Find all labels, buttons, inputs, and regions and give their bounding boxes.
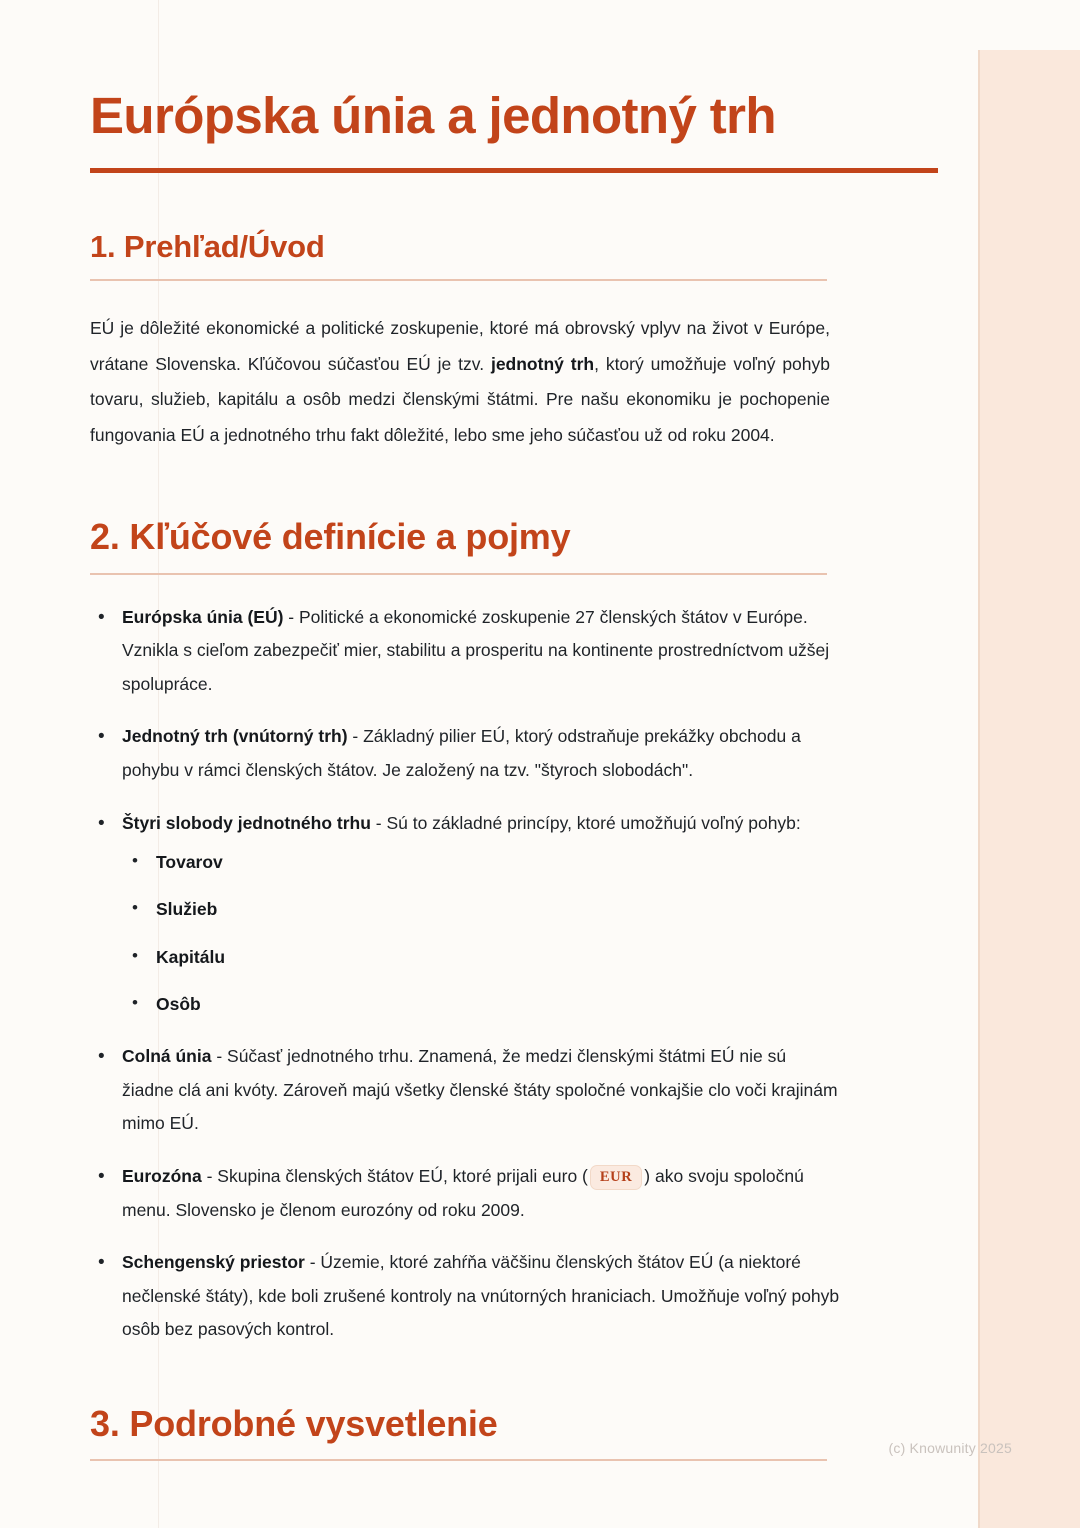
page-guide-line-right — [978, 50, 980, 1528]
definition-text: Súčasť jednotného trhu. Znamená, že medzi členskými štátmi EÚ nie sú žiadne clá ani kvóty. Zároveň majú všetky členské štáty spoločné vonkajšie clo voči krajinám mimo EÚ. — [122, 1046, 838, 1134]
definition-text: Skupina členských štátov EÚ, ktoré prijali euro ( — [217, 1165, 588, 1186]
title-divider — [90, 168, 938, 173]
list-item — [90, 601, 840, 702]
intro-run-3: , ktorý umožňuje voľný pohyb tovaru, služieb, kapitálu a osôb medzi členskými štátmi. Pre našu ekonomiku je pochopenie fungovania EÚ a jednotného trhu fakt dôležité, lebo sme jeho súčasťou už od roku 2004. — [90, 353, 831, 445]
definition-dash: - — [304, 1252, 321, 1273]
list-item — [90, 1040, 840, 1141]
intro-run-2-bold: jednotný trh — [490, 353, 595, 374]
page-title: Európska únia a jednotný trh — [90, 87, 776, 144]
list-item: • Tovarov — [122, 846, 840, 879]
definition-term: Eurozóna — [122, 1165, 202, 1186]
definition-text-after-chip: ) ako svoju spoločnú menu. Slovensko je členom eurozóny od roku 2009. — [122, 1165, 804, 1220]
list-item — [90, 1160, 840, 1227]
section-heading-2: 2. Kľúčové definície a pojmy — [90, 516, 571, 558]
list-item: • Služieb — [122, 893, 840, 926]
definition-term: Jednotný trh (vnútorný trh) — [122, 726, 348, 747]
section-prehlad-uvod — [90, 228, 940, 453]
definition-term: Schengenský priestor — [122, 1252, 305, 1273]
definition-dash: - — [283, 606, 299, 627]
intro-run-1: EÚ je dôležité ekonomické a politické zoskupenie, ktoré má obrovský vplyv na život v Európe, vrátane Slovenska. Kľúčovou súčasťou EÚ je tzv. — [90, 318, 830, 374]
section-heading-3: 3. Podrobné vysvetlenie — [90, 1402, 498, 1444]
section-heading-1: 1. Prehľad/Úvod — [90, 229, 325, 265]
intro-paragraph — [90, 281, 830, 453]
currency-code-chip: EUR — [590, 1165, 642, 1190]
page-edge-band — [980, 50, 1080, 1528]
list-item: • Kapitálu — [122, 941, 840, 974]
four-freedoms-list — [122, 846, 840, 1021]
definition-dash: - — [370, 812, 387, 833]
list-item: • Osôb — [122, 988, 840, 1021]
definition-term: Štyri slobody jednotného trhu — [122, 812, 371, 833]
definition-term: Colná únia — [122, 1046, 212, 1067]
list-item — [90, 807, 840, 1022]
definition-text: Územie, ktoré zahŕňa väčšinu členských štátov EÚ (a niektoré nečlenské štáty), kde boli zrušené kontroly na vnútorných hraniciach. Umožňuje voľný pohyb osôb bez pasových kontrol. — [122, 1252, 840, 1340]
section-podrobne-vysvetlenie — [90, 1402, 940, 1461]
definition-text: Politické a ekonomické zoskupenie 27 členských štátov v Európe. Vznikla s cieľom zabezpečiť mier, stabilitu a prosperitu na kontinente prostredníctvom užšej spolupráce. — [122, 606, 830, 694]
section-klucove-definicie — [90, 515, 940, 1347]
list-item — [90, 1246, 840, 1347]
section-divider-3 — [90, 1459, 827, 1461]
list-item — [90, 720, 840, 787]
definition-text: Sú to základné princípy, ktoré umožňujú voľný pohyb: — [386, 812, 801, 833]
document-content — [90, 0, 940, 1461]
copyright-watermark: (c) Knowunity 2025 — [888, 1440, 1012, 1456]
definition-term: Európska únia (EÚ) — [122, 606, 284, 627]
definitions-list — [90, 575, 940, 1347]
definition-dash: - — [347, 726, 364, 747]
definition-dash: - — [211, 1046, 228, 1067]
definition-dash: - — [201, 1165, 218, 1186]
definition-text: Základný pilier EÚ, ktorý odstraňuje prekážky obchodu a pohybu v rámci členských štátov. Je založený na tzv. "štyroch slobodách". — [122, 726, 801, 780]
